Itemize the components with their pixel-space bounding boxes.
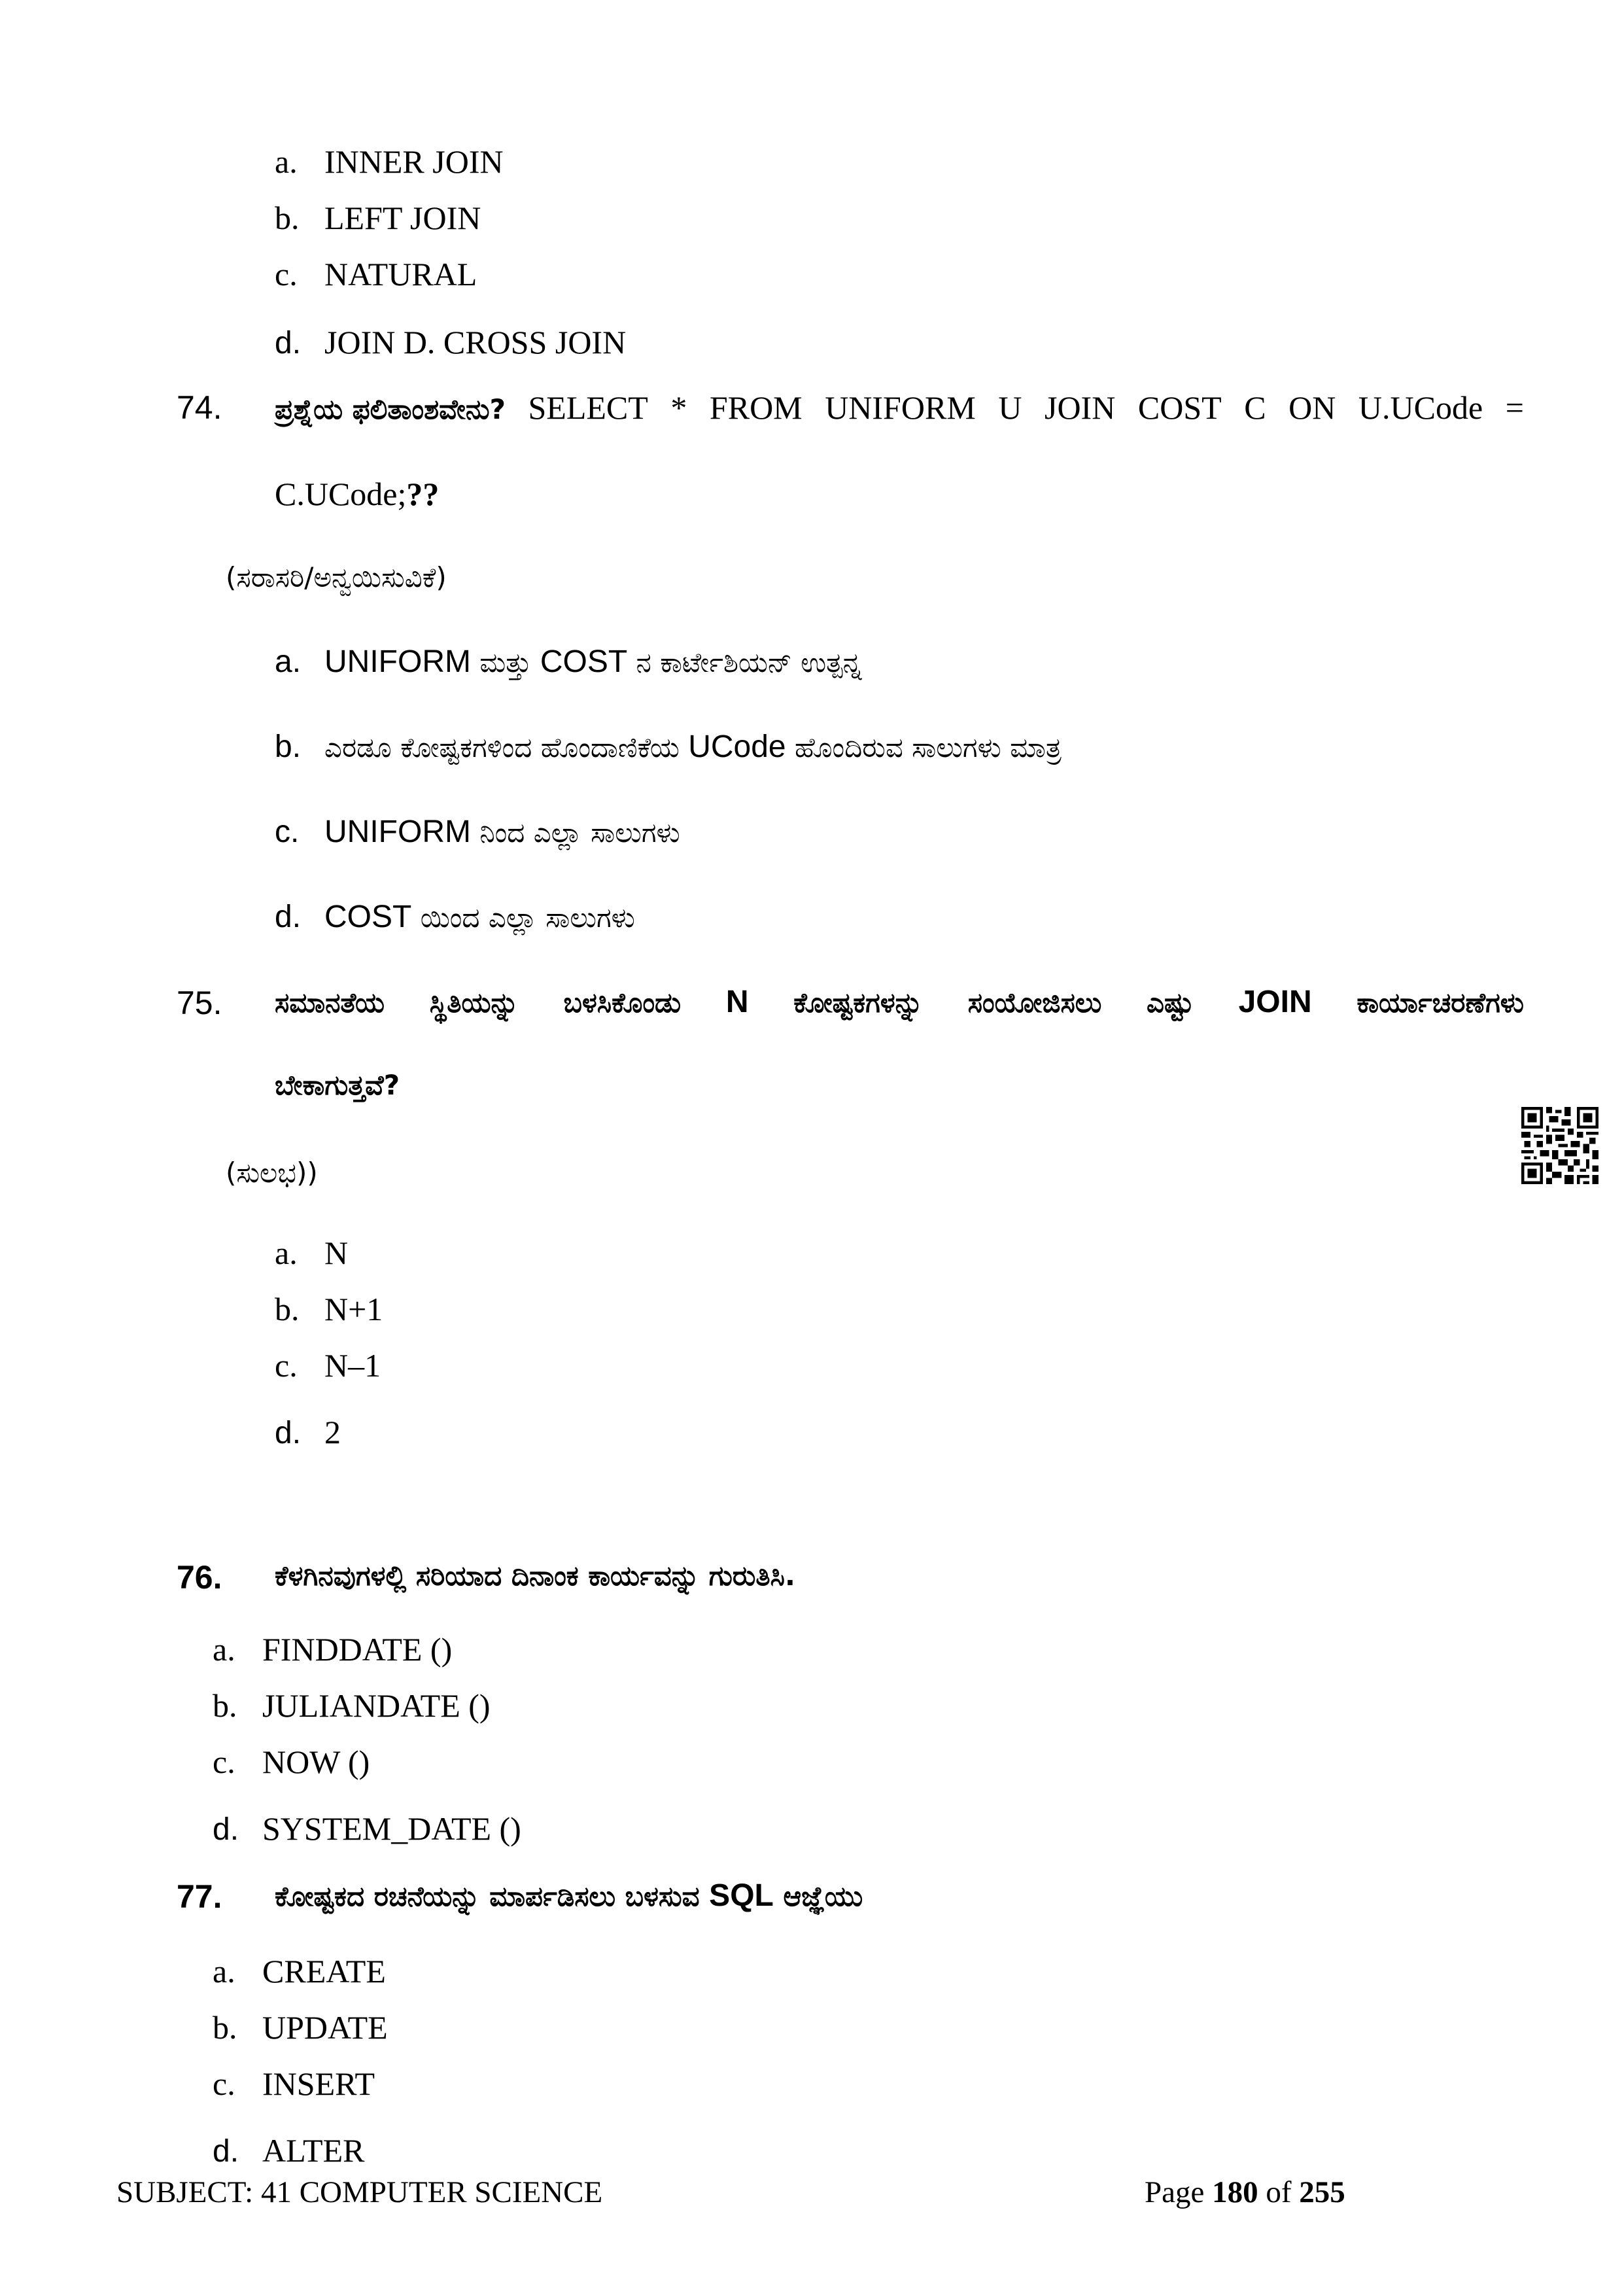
option-text: JOIN D. CROSS JOIN (324, 324, 627, 360)
option-text: NATURAL (324, 256, 477, 292)
question-word: ಸ್ಥಿತಿಯನ್ನು (429, 987, 519, 1019)
option-text: SYSTEM_DATE () (262, 1810, 521, 1847)
option-text: 2 (324, 1414, 341, 1450)
option-label: c. (275, 1347, 298, 1384)
question-text-part: ಆಜ್ಞೆಯು (773, 1880, 863, 1912)
q74-option-a (275, 644, 862, 680)
query-line2-suffix: ?? (406, 476, 440, 512)
option-label: b. (275, 1291, 300, 1327)
option-text: FINDDATE () (262, 1631, 453, 1668)
prev-option-c (275, 255, 477, 293)
page-of: of (1266, 2175, 1292, 2209)
question-77-text (275, 1878, 863, 1914)
question-number-76: 76. (177, 1559, 222, 1596)
option-text-part: ಹೊಂದಿರುವ ಸಾಲುಗಳು ಮಾತ್ರ (786, 731, 1062, 763)
footer-subject: SUBJECT: 41 COMPUTER SCIENCE (116, 2175, 603, 2209)
query-word: * (670, 389, 687, 426)
option-label: d. (275, 326, 302, 360)
option-label: a. (213, 1953, 235, 1989)
q75-option-b (275, 1290, 383, 1328)
question-74-line1 (275, 389, 1524, 427)
question-number-74: 74. (177, 389, 222, 426)
query-word: U.UCode (1358, 389, 1483, 426)
option-label: b. (275, 200, 300, 236)
query-word: JOIN (1044, 389, 1116, 426)
option-label: a. (213, 1631, 235, 1668)
q74-option-c (275, 814, 680, 850)
query-line2: C.UCode; (275, 476, 407, 512)
option-text: INSERT (262, 2065, 375, 2102)
q74-option-b (275, 729, 1062, 765)
question-text-part: ಕೋಷ್ಟಕದ ರಚನೆಯನ್ನು ಮಾರ್ಪಡಿಸಲು ಬಳಸುವ (275, 1880, 710, 1912)
prev-option-b (275, 199, 481, 237)
option-label: d. (275, 1416, 302, 1450)
option-text-part: ನ ಕಾರ್ಟೇಶಿಯನ್ ಉತ್ಪನ್ನ (627, 646, 862, 678)
option-label: b. (213, 1687, 237, 1724)
q75-option-a (275, 1234, 348, 1272)
option-label: a. (275, 644, 302, 679)
option-label: b. (213, 2009, 237, 2046)
question-74-difficulty-tag: (ಸರಾಸರಿ/ಅನ್ವಯಿಸುವಿಕೆ) (226, 561, 447, 593)
option-text-part: COST (324, 900, 412, 934)
query-word: SELECT (528, 389, 648, 426)
prev-option-a (275, 143, 504, 181)
q76-option-d (213, 1810, 521, 1848)
query-word: = (1505, 389, 1524, 426)
question-text-part: SQL (709, 1878, 774, 1913)
query-word: UNIFORM (825, 389, 976, 426)
option-text: CREATE (262, 1953, 386, 1989)
q77-option-c (213, 2065, 375, 2103)
option-label: c. (213, 1743, 235, 1780)
question-word: ಸಮಾನತೆಯ (275, 987, 385, 1019)
query-word: ON (1288, 389, 1336, 426)
option-text-part: COST (540, 644, 628, 679)
question-76-text: ಕೆಳಗಿನವುಗಳಲ್ಲಿ ಸರಿಯಾದ ದಿನಾಂಕ ಕಾರ್ಯವನ್ನು ಗುರುತಿಸಿ. (275, 1560, 795, 1592)
option-text-part: UCode (688, 729, 786, 764)
page-total: 255 (1299, 2175, 1345, 2209)
option-label: c. (275, 815, 300, 849)
qr-code-icon (1521, 1107, 1598, 1184)
q74-option-d (275, 899, 635, 935)
option-text: UPDATE (262, 2009, 388, 2046)
question-75-line2: ಬೇಕಾಗುತ್ತವೆ? (275, 1069, 400, 1101)
option-text: NOW () (262, 1743, 370, 1780)
option-text: N (324, 1235, 349, 1271)
option-text: INNER JOIN (324, 143, 504, 180)
option-text-part: ಯಿಂದ ಎಲ್ಲಾ ಸಾಲುಗಳು (411, 902, 635, 934)
question-number-75: 75. (177, 985, 222, 1021)
page-current: 180 (1212, 2175, 1258, 2209)
query-word: U (998, 389, 1022, 426)
question-75-difficulty-tag: (ಸುಲಭ)) (226, 1157, 318, 1189)
question-word: ಸಂಯೋಜಿಸಲು (967, 987, 1102, 1019)
option-label: c. (213, 2065, 235, 2102)
q77-option-d (213, 2131, 365, 2169)
option-label: b. (275, 729, 302, 764)
prev-option-d (275, 323, 626, 361)
q76-option-c (213, 1743, 370, 1781)
q76-option-b (213, 1687, 491, 1725)
option-text: ALTER (262, 2132, 365, 2169)
q77-option-a (213, 1952, 386, 1990)
query-word: C (1244, 389, 1266, 426)
option-text-part: UNIFORM (324, 644, 471, 679)
option-label: d. (275, 900, 302, 934)
question-word: ಎಷ್ಟು (1147, 987, 1194, 1019)
question-word: N (725, 985, 749, 1019)
option-text-part: UNIFORM (324, 815, 471, 849)
footer-page-number (1145, 2175, 1345, 2210)
option-text: JULIANDATE () (262, 1687, 491, 1724)
q76-option-a (213, 1630, 452, 1668)
option-label: a. (275, 1235, 298, 1271)
option-text: N+1 (324, 1291, 383, 1327)
query-word: COST (1137, 389, 1222, 426)
question-word: ಕಾರ್ಯಾಚರಣೆಗಳು (1356, 987, 1524, 1019)
q77-option-b (213, 2008, 388, 2046)
question-74-prefix: ಪ್ರಶ್ನೆಯ ಫಲಿತಾಂಶವೇನು? (275, 393, 506, 425)
question-word: ಬಳಸಿಕೊಂಡು (563, 987, 682, 1019)
option-text-part: ಎರಡೂ ಕೋಷ್ಟಕಗಳಿಂದ ಹೊಂದಾಣಿಕೆಯ (324, 731, 689, 763)
question-word: JOIN (1238, 985, 1312, 1019)
option-label: c. (275, 256, 298, 292)
option-label: d. (213, 2134, 239, 2169)
option-text: LEFT JOIN (324, 200, 481, 236)
question-number-77: 77. (177, 1878, 222, 1915)
option-text-part: ಮತ್ತು (470, 646, 540, 678)
q75-option-d (275, 1413, 341, 1451)
query-word: FROM (709, 389, 803, 426)
question-75-line1 (275, 984, 1524, 1020)
q75-option-c (275, 1346, 381, 1384)
option-text-part: ನಿಂದ ಎಲ್ಲಾ ಸಾಲುಗಳು (470, 816, 680, 849)
option-label: a. (275, 143, 298, 180)
page-word: Page (1145, 2175, 1205, 2209)
option-label: d. (213, 1812, 239, 1847)
question-74-line2 (275, 475, 439, 513)
option-text: N–1 (324, 1347, 381, 1384)
question-word: ಕೋಷ್ಟಕಗಳನ್ನು (793, 987, 924, 1019)
